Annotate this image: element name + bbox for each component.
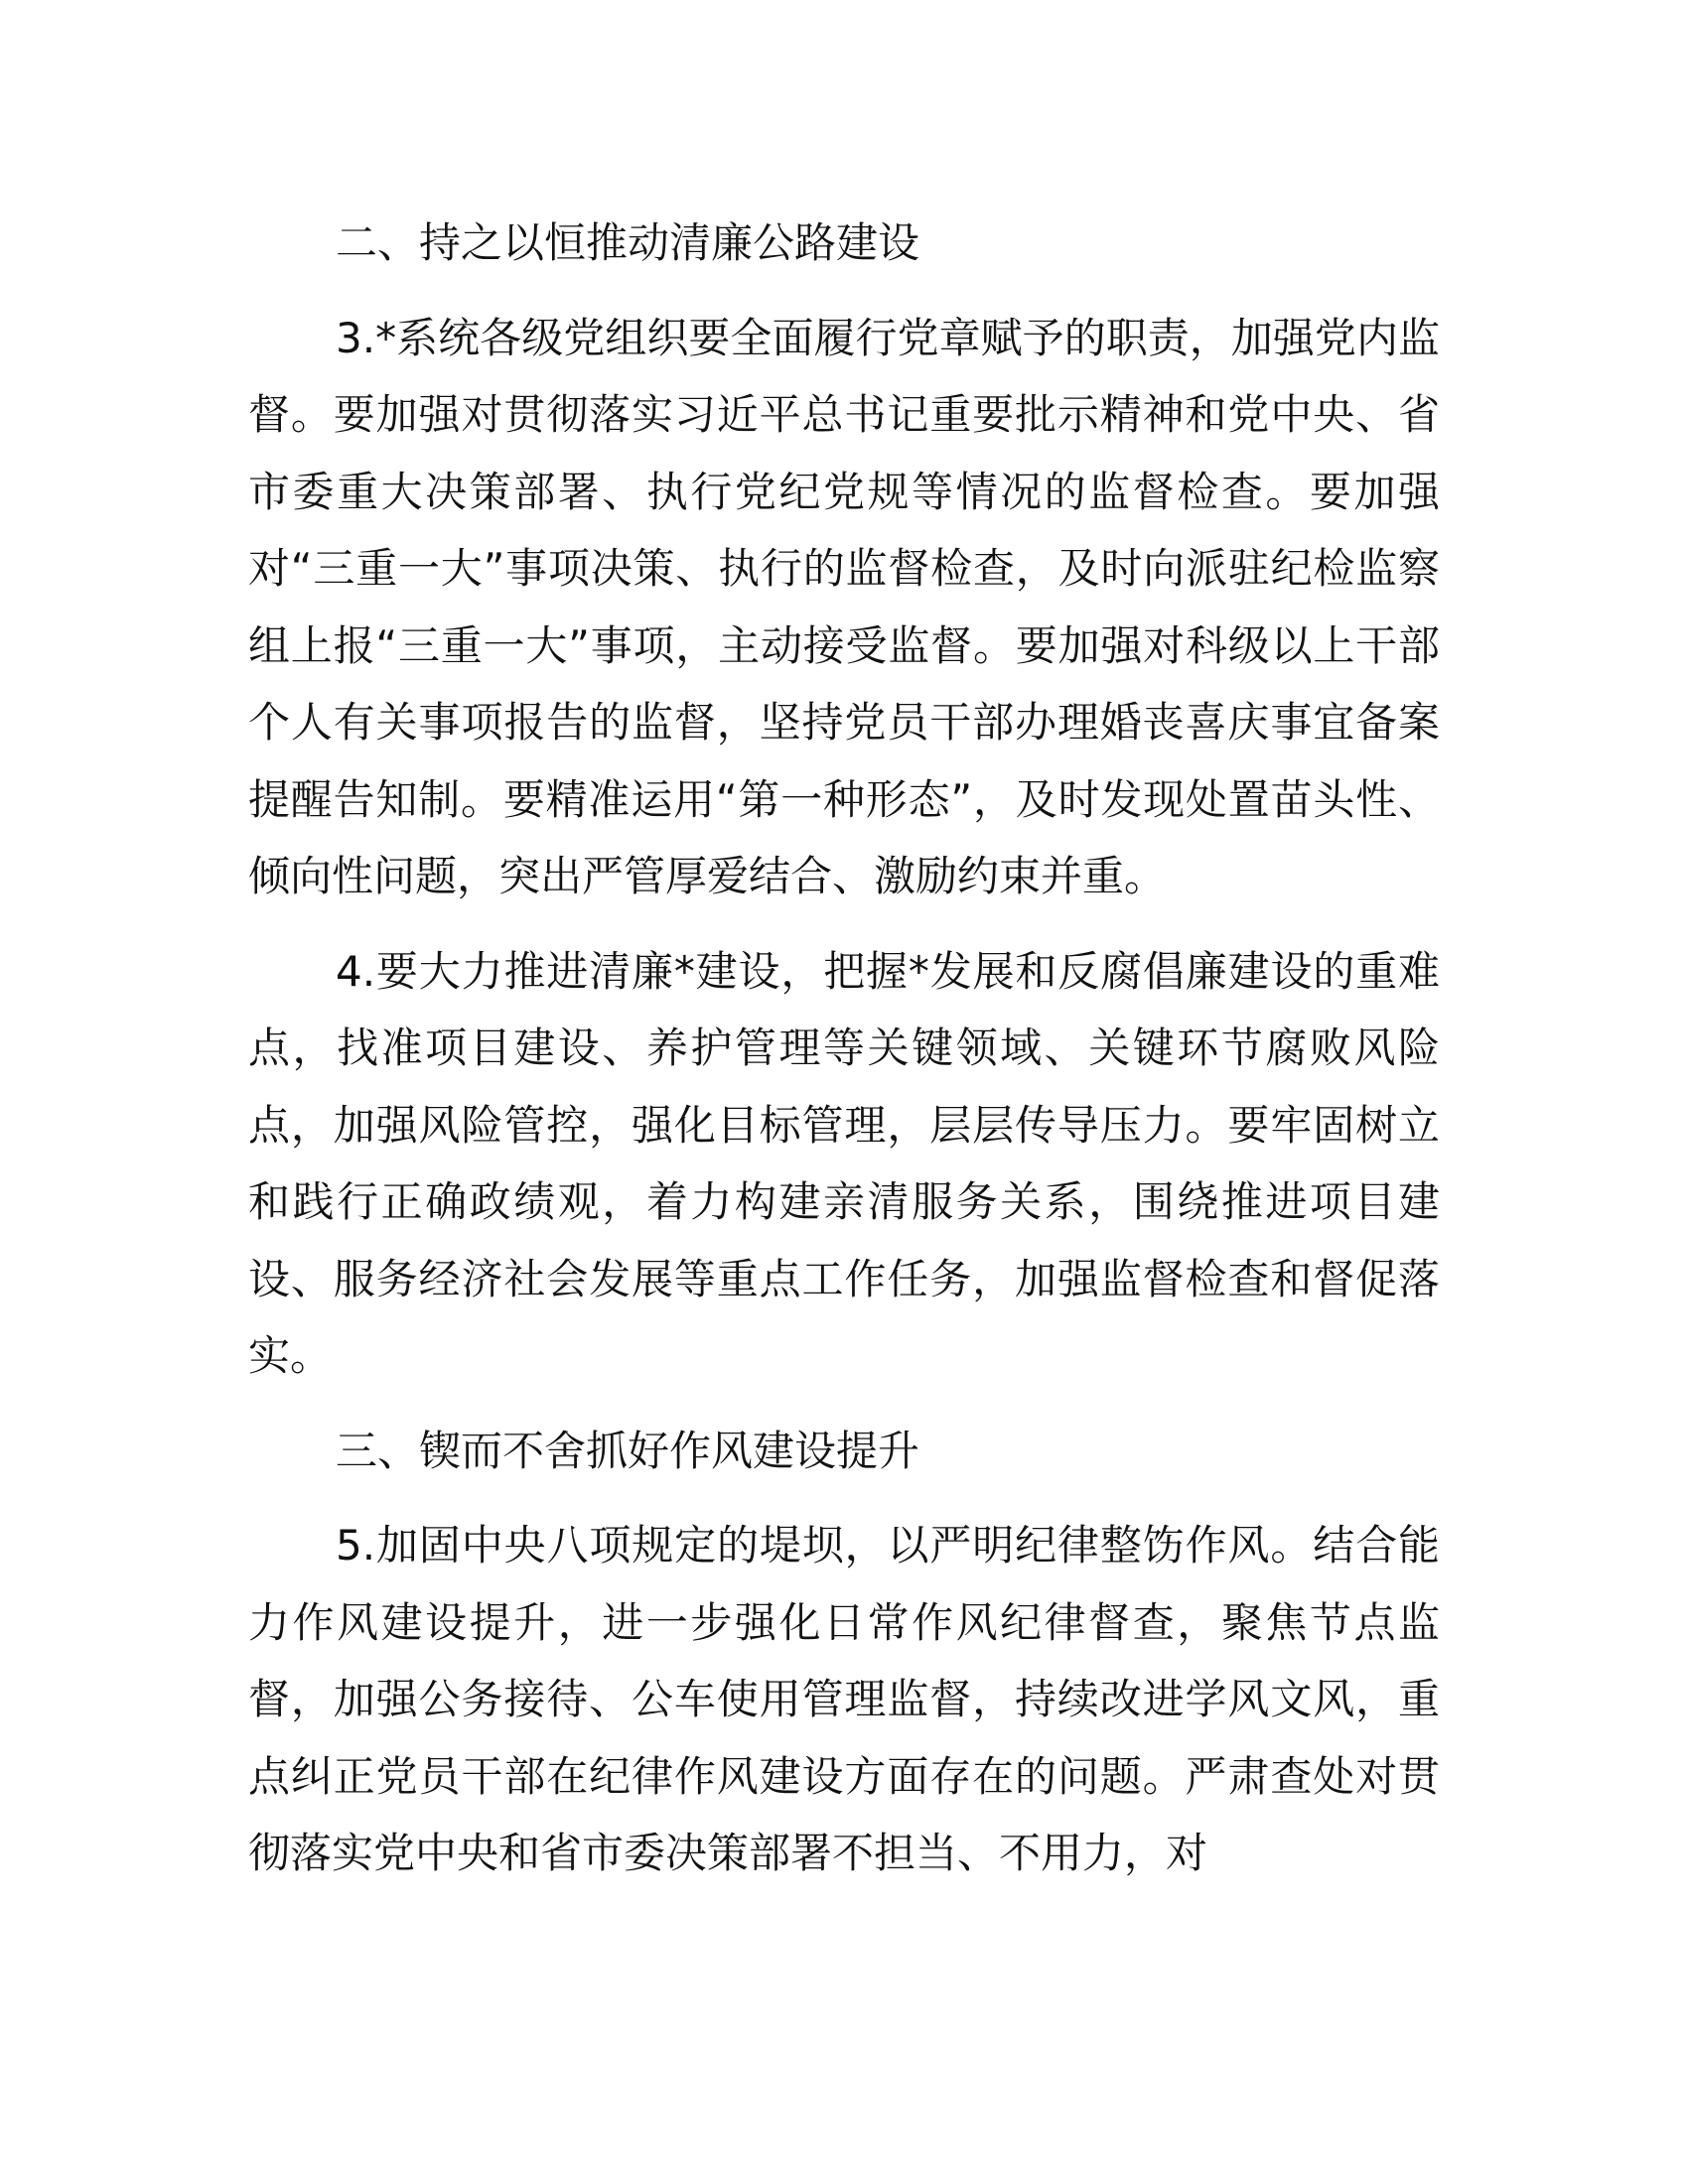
paragraph-3: 3.*系统各级党组织要全面履行党章赋予的职责，加强党内监督。要加强对贯彻落实习近平总书记重要批示精神和党中央、省市委重大决策部署、执行党纪党规等情况的监督检查。要加强对“三重一大”事项决策、执行的监督检查，及时向派驻纪检监察组上报“三重一大”事项，主动接受监督。要加强对科级以上干部个人有关事项报告的监督，坚持党员干部办理婚丧喜庆事宜备案提醒告知制。要精准运用“第一种形态”，及时发现处置苗头性、倾向性问题，突出严管厚爱结合、激励约束并重。 xyxy=(248,313,1440,900)
document-body xyxy=(248,205,1440,1910)
paragraph-5: 5.加固中央八项规定的堤坝，以严明纪律整饬作风。结合能力作风建设提升，进一步强化日常作风纪律督查，聚焦节点监督，加强公务接待、公车使用管理监督，持续改进学风文风，重点纠正党员干部在纪律作风建设方面存在的问题。严肃查处对贯彻落实党中央和省市委决策部署不担当、不用力，对 xyxy=(248,1521,1440,1877)
paragraph-4: 4.要大力推进清廉*建设，把握*发展和反腐倡廉建设的重难点，找准项目建设、养护管理等关键领域、关键环节腐败风险点，加强风险管控，强化目标管理，层层传导压力。要牢固树立和践行正确政绩观，着力构建亲清服务关系，围绕推进项目建设、服务经济社会发展等重点工作任务，加强监督检查和督促落实。 xyxy=(248,946,1440,1380)
section-heading-3: 三、锲而不舍抓好作风建设提升 xyxy=(336,1426,920,1475)
section-heading-2: 二、持之以恒推动清廉公路建设 xyxy=(336,218,920,267)
